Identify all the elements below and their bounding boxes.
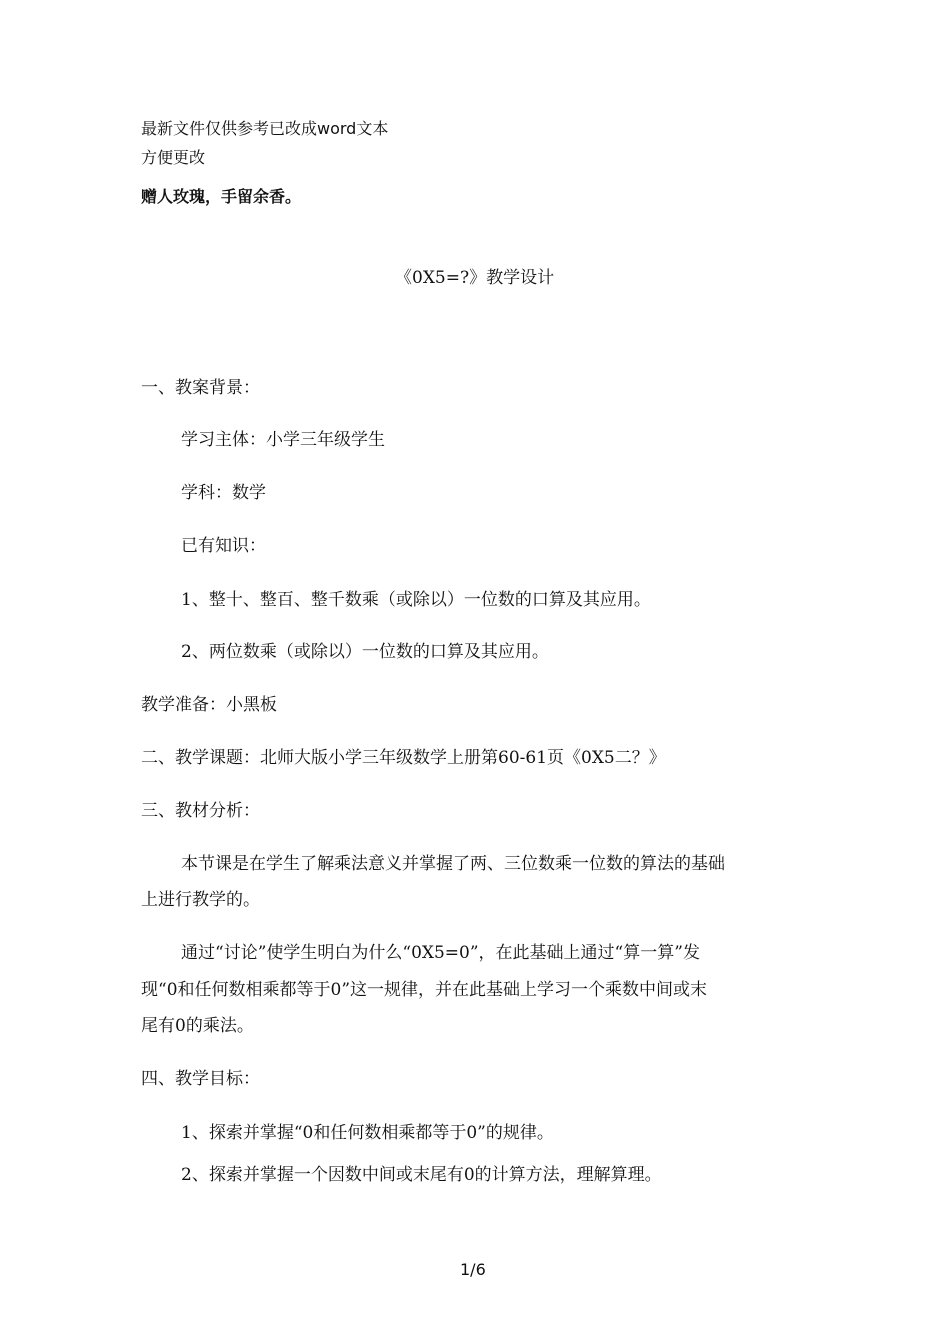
section-1-known-item-1: 1、整十、整百、整千数乘（或除以）一位数的口算及其应用。 [181, 590, 651, 610]
section-1-known: 已有知识： [181, 536, 266, 556]
section-1-subject: 学习主体：小学三年级学生 [181, 430, 385, 450]
document-title: 《0X5=?》教学设计 [395, 268, 555, 288]
page-number: 1/6 [460, 1260, 486, 1279]
section-2-heading: 二、教学课题：北师大版小学三年级数学上册第60-61页《0X5二？》 [141, 748, 666, 768]
header-note-line1: 最新文件仅供参考已改成word文本 [141, 119, 389, 138]
section-1-course: 学科：数学 [181, 483, 266, 503]
teaching-preparation: 教学准备：小黑板 [141, 695, 277, 715]
section-3-paragraph-1-line-2: 上进行教学的。 [141, 890, 260, 910]
section-3-paragraph-2-line-3: 尾有0的乘法。 [141, 1016, 254, 1036]
section-3-heading: 三、教材分析： [141, 801, 260, 821]
section-1-known-item-2: 2、两位数乘（或除以）一位数的口算及其应用。 [181, 642, 549, 662]
section-4-heading: 四、教学目标： [141, 1069, 260, 1089]
section-1-heading: 一、教案背景： [141, 378, 260, 398]
section-4-goal-1: 1、探索并掌握“0和任何数相乘都等于0”的规律。 [181, 1123, 554, 1143]
section-4-goal-2: 2、探索并掌握一个因数中间或末尾有0的计算方法，理解算理。 [181, 1165, 662, 1185]
header-note-line2: 方便更改 [141, 148, 206, 167]
section-3-paragraph-2-line-2: 现“0和任何数相乘都等于0”这一规律，并在此基础上学习一个乘数中间或末 [141, 980, 708, 1000]
header-gift-line: 赠人玫瑰，手留余香。 [141, 187, 302, 206]
section-3-paragraph-2-line-1: 通过“讨论”使学生明白为什么“0X5=0”，在此基础上通过“算一算”发 [181, 943, 700, 963]
section-3-paragraph-1-line-1: 本节课是在学生了解乘法意义并掌握了两、三位数乘一位数的算法的基础 [181, 854, 725, 874]
